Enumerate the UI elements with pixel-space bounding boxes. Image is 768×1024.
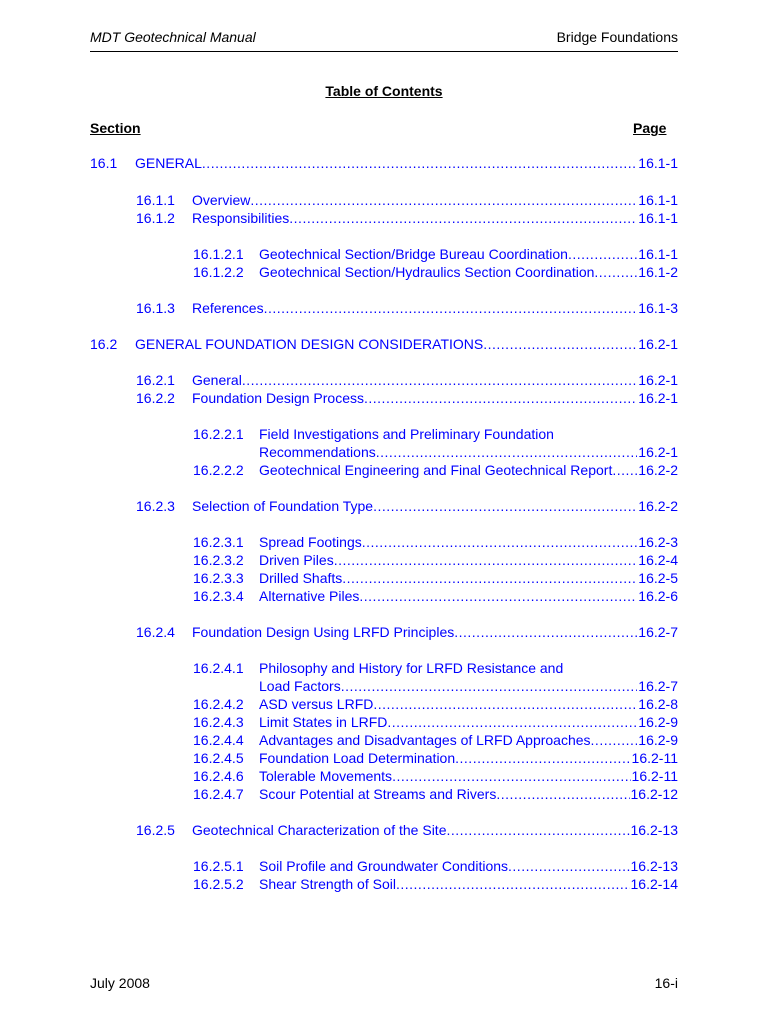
- toc-entry-page: 16.1-1: [638, 210, 678, 226]
- toc-entry-16-2[interactable]: [0, 335, 768, 353]
- dot-leader: [396, 875, 630, 893]
- toc-entry-number: 16.2.3: [136, 498, 175, 514]
- toc-entry-number: 16.2.4.3: [193, 714, 244, 730]
- dot-leader: [341, 677, 638, 695]
- dot-leader: [496, 785, 629, 803]
- toc-entry-16-2-3[interactable]: [0, 497, 768, 515]
- toc-entry-number: 16.2: [90, 336, 118, 352]
- toc-entry-page: 16.2-7: [638, 678, 678, 694]
- dot-leader: [376, 443, 638, 461]
- toc-entry-page: 16.2-7: [638, 624, 678, 640]
- toc-entry-number: 16.1.3: [136, 300, 175, 316]
- toc-entry-title: Geotechnical Section/Bridge Bureau Coordination: [259, 246, 568, 262]
- toc-entry-16-2-4-2[interactable]: [0, 695, 768, 713]
- toc-entry-16-2-4-4[interactable]: [0, 731, 768, 749]
- toc-entry-page: 16.1-3: [638, 300, 678, 316]
- toc-entry-title: Foundation Design Process: [192, 390, 364, 406]
- toc-entry-16-2-2-2[interactable]: [0, 461, 768, 479]
- toc-entry-16-2-1[interactable]: [0, 371, 768, 389]
- toc-entry-title: Scour Potential at Streams and Rivers: [259, 786, 497, 802]
- toc-entry-title: Geotechnical Section/Hydraulics Section Coordination: [259, 264, 595, 280]
- toc-entry-title: Tolerable Movements: [259, 768, 393, 784]
- toc-entry-page: 16.1-1: [638, 246, 678, 262]
- toc-entry-title: Advantages and Disadvantages of LRFD Approaches: [259, 732, 591, 748]
- toc-entry-16-1-2-2[interactable]: [0, 263, 768, 281]
- dot-leader: [446, 821, 629, 839]
- toc-entry-number: 16.2.5.2: [193, 876, 244, 892]
- toc-entry-16-2-4-5[interactable]: [0, 749, 768, 767]
- toc-entry-page: 16.2-13: [630, 822, 678, 838]
- toc-entry-number: 16.1.2.2: [193, 264, 244, 280]
- dot-leader: [612, 461, 637, 479]
- toc-entry-page: 16.2-1: [638, 372, 678, 388]
- toc-entry-title: ASD versus LRFD: [259, 696, 374, 712]
- toc-entry-page: 16.1-1: [638, 192, 678, 208]
- header-manual-title: MDT Geotechnical Manual: [90, 29, 256, 45]
- toc-entry-number: 16.2.5: [136, 822, 175, 838]
- toc-entry-number: 16.2.4: [136, 624, 175, 640]
- dot-leader: [455, 749, 630, 767]
- toc-entry-title: Alternative Piles: [259, 588, 360, 604]
- toc-entry-title: Geotechnical Characterization of the Site: [192, 822, 447, 838]
- dot-leader: [242, 371, 637, 389]
- toc-entry-page: 16.2-2: [638, 498, 678, 514]
- toc-entry-16-1-2[interactable]: [0, 209, 768, 227]
- toc-entry-number: 16.1.1: [136, 192, 175, 208]
- dot-leader: [508, 857, 629, 875]
- toc-entry-number: 16.2.4.1: [193, 660, 244, 676]
- toc-entry-page: 16.2-3: [638, 534, 678, 550]
- toc-entry-title: Geotechnical Engineering and Final Geotechnical Report: [259, 462, 613, 478]
- toc-entry-16-2-2[interactable]: [0, 389, 768, 407]
- toc-entry-page: 16.2-1: [638, 336, 678, 352]
- toc-entry-number: 16.2.4.7: [193, 786, 244, 802]
- toc-entry-number: 16.1.2.1: [193, 246, 244, 262]
- dot-leader: [392, 767, 630, 785]
- dot-leader: [387, 713, 637, 731]
- toc-entry-16-2-5-1[interactable]: [0, 857, 768, 875]
- toc-entry-16-2-2-1[interactable]: [0, 425, 768, 443]
- page-header: [90, 29, 678, 49]
- toc-title: Table of Contents: [325, 83, 443, 99]
- toc-entry-title: Drilled Shafts: [259, 570, 343, 586]
- page-footer: [90, 975, 678, 993]
- toc-entry-16-2-3-4[interactable]: [0, 587, 768, 605]
- toc-entry-title: References: [192, 300, 264, 316]
- toc-entry-16-1[interactable]: [0, 154, 768, 172]
- section-column-heading: Section: [90, 120, 141, 136]
- toc-entry-16-2-3-3[interactable]: [0, 569, 768, 587]
- toc-entry-title: Spread Footings: [259, 534, 362, 550]
- toc-entry-16-2-4-6[interactable]: [0, 767, 768, 785]
- toc-entry-16-1-1[interactable]: [0, 191, 768, 209]
- toc-entry-number: 16.1: [90, 155, 118, 171]
- toc-entry-title: GENERAL FOUNDATION DESIGN CONSIDERATIONS: [135, 336, 484, 352]
- toc-entry-16-2-3-2[interactable]: [0, 551, 768, 569]
- toc-entry-title: Foundation Design Using LRFD Principles: [192, 624, 455, 640]
- toc-entry-page: 16.1-2: [638, 264, 678, 280]
- toc-entry-title: Driven Piles: [259, 552, 334, 568]
- toc-entry-page: 16.2-4: [638, 552, 678, 568]
- dot-leader: [373, 497, 637, 515]
- dot-leader: [334, 551, 638, 569]
- dot-leader: [250, 191, 637, 209]
- toc-entry-number: 16.2.3.1: [193, 534, 244, 550]
- toc-entry-title: Foundation Load Determination: [259, 750, 456, 766]
- toc-entry-number: 16.2.1: [136, 372, 175, 388]
- dot-leader: [364, 389, 637, 407]
- toc-entry-title: Overview: [192, 192, 251, 208]
- footer-page-number: 16-i: [654, 975, 678, 991]
- toc-entry-page: 16.2-12: [630, 786, 678, 802]
- dot-leader: [483, 335, 637, 353]
- dot-leader: [362, 533, 638, 551]
- toc-entry-title: General: [192, 372, 242, 388]
- dot-leader: [342, 569, 637, 587]
- toc-entry-16-2-5[interactable]: [0, 821, 768, 839]
- toc-entry-16-2-4-3[interactable]: [0, 713, 768, 731]
- toc-entry-page: 16.2-1: [638, 444, 678, 460]
- toc-entry-16-2-4-1-cont[interactable]: [0, 677, 768, 695]
- toc-entry-number: 16.2.4.6: [193, 768, 244, 784]
- toc-entry-16-1-2-1[interactable]: [0, 245, 768, 263]
- toc-entry-page: 16.2-9: [638, 714, 678, 730]
- toc-entry-page: 16.2-1: [638, 390, 678, 406]
- toc-entry-page: 16.2-11: [631, 768, 678, 784]
- dot-leader: [591, 731, 638, 749]
- toc-entry-number: 16.2.2.1: [193, 426, 244, 442]
- toc-entry-number: 16.2.4.5: [193, 750, 244, 766]
- toc-entry-title: Selection of Foundation Type: [192, 498, 374, 514]
- dot-leader: [568, 245, 637, 263]
- toc-entry-title-line1: Field Investigations and Preliminary Foundation: [259, 426, 554, 442]
- toc-entry-title: Shear Strength of Soil: [259, 876, 396, 892]
- toc-entry-page: 16.2-6: [638, 588, 678, 604]
- toc-entry-page: 16.2-11: [631, 750, 678, 766]
- dot-leader: [594, 263, 637, 281]
- toc-entry-title: Soil Profile and Groundwater Conditions: [259, 858, 509, 874]
- toc-entry-16-2-5-2[interactable]: [0, 875, 768, 893]
- dot-leader: [359, 587, 637, 605]
- toc-entry-number: 16.2.3.2: [193, 552, 244, 568]
- toc-entry-16-2-2-1-cont[interactable]: [0, 443, 768, 461]
- toc-entry-16-2-3-1[interactable]: [0, 533, 768, 551]
- toc-entry-number: 16.1.2: [136, 210, 175, 226]
- page-column-heading: Page: [633, 120, 667, 136]
- toc-entry-page: 16.2-2: [638, 462, 678, 478]
- toc-entry-16-2-4-7[interactable]: [0, 785, 768, 803]
- header-rule: [90, 51, 678, 52]
- dot-leader: [202, 154, 637, 172]
- toc-entry-number: 16.2.2: [136, 390, 175, 406]
- dot-leader: [289, 209, 637, 227]
- dot-leader: [373, 695, 637, 713]
- toc-entry-number: 16.2.3.4: [193, 588, 244, 604]
- toc-entry-number: 16.2.2.2: [193, 462, 244, 478]
- toc-entry-title: Responsibilities: [192, 210, 290, 226]
- header-chapter-title: Bridge Foundations: [556, 29, 678, 45]
- toc-entry-title: Load Factors: [259, 678, 341, 694]
- toc-entry-page: 16.2-9: [638, 732, 678, 748]
- toc-entry-title: Limit States in LRFD: [259, 714, 388, 730]
- toc-entry-number: 16.2.3.3: [193, 570, 244, 586]
- toc-entry-page: 16.2-8: [638, 696, 678, 712]
- toc-entry-title: Recommendations: [259, 444, 376, 460]
- dot-leader: [264, 299, 638, 317]
- toc-entry-16-1-3[interactable]: [0, 299, 768, 317]
- toc-entry-title-line1: Philosophy and History for LRFD Resistance and: [259, 660, 564, 676]
- toc-entry-16-2-4-1[interactable]: [0, 659, 768, 677]
- toc-entry-page: 16.2-5: [638, 570, 678, 586]
- toc-entry-page: 16.2-13: [630, 858, 678, 874]
- toc-entry-page: 16.1-1: [638, 155, 678, 171]
- dot-leader: [454, 623, 637, 641]
- toc-entry-title: GENERAL: [135, 155, 202, 171]
- toc-entry-16-2-4[interactable]: [0, 623, 768, 641]
- toc-entry-page: 16.2-14: [630, 876, 678, 892]
- toc-entry-number: 16.2.4.4: [193, 732, 244, 748]
- footer-date: July 2008: [90, 975, 150, 991]
- toc-entry-number: 16.2.4.2: [193, 696, 244, 712]
- toc-entry-number: 16.2.5.1: [193, 858, 244, 874]
